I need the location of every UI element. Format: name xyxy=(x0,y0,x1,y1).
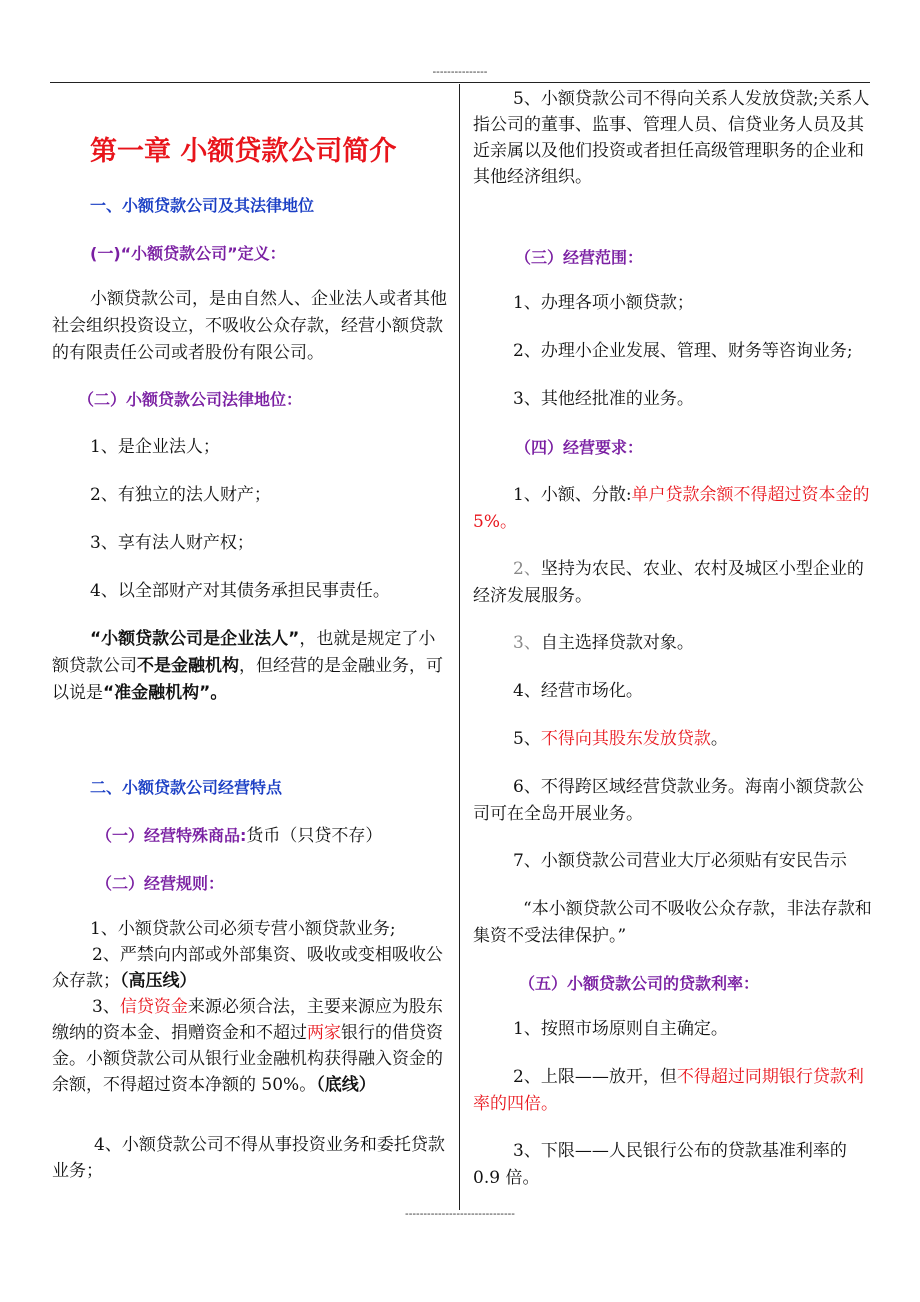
explain-text-4: ，但经营的是金融业务，可以说是 xyxy=(52,656,443,703)
interest-rate-subtitle: （五）小额贷款公司的贷款利率： xyxy=(519,974,760,993)
legal-explanation xyxy=(52,626,448,707)
requirement-1 xyxy=(473,482,873,536)
requirement-6: 6、不得跨区域经营贷款业务。海南小额贷款公司可在全岛开展业务。 xyxy=(473,777,864,824)
rule-3-d: 两家 xyxy=(307,1023,341,1043)
requirement-4: 4、经营市场化。 xyxy=(513,681,643,701)
rate-rule-3: 3、下限——人民银行公布的贷款基准利率的 0.9 倍。 xyxy=(473,1141,847,1188)
requirement-3-num: 3、 xyxy=(513,633,541,653)
rule-2-tag: （高压线） xyxy=(120,971,197,991)
rate-rule-2 xyxy=(473,1064,873,1118)
requirement-3 xyxy=(513,630,913,657)
rule-2-text: 2、严禁向内部或外部集资、吸收或变相吸收公众存款； xyxy=(52,945,443,991)
requirement-5-num: 5、 xyxy=(513,729,541,749)
scope-subtitle: （三）经营范围： xyxy=(515,248,644,267)
special-goods-subtitle: （一）经营特殊商品: xyxy=(96,826,247,845)
scope-item-1: 1、办理各项小额贷款； xyxy=(513,293,694,313)
requirement-1-label: 1、小额、分散: xyxy=(513,485,632,505)
rule-2 xyxy=(52,942,448,994)
status-item-1: 1、是企业法人； xyxy=(90,437,220,457)
rules-subtitle: （二）经营规则： xyxy=(96,874,225,893)
status-item-4: 4、以全部财产对其债务承担民事责任。 xyxy=(90,581,390,601)
public-notice: “本小额贷款公司不吸收公众存款，非法存款和集资不受法律保护。” xyxy=(473,899,872,946)
rule-3-b: 信贷资金 xyxy=(119,997,188,1017)
rule-4: 4、小额贷款公司不得从事投资业务和委托贷款业务； xyxy=(52,1135,445,1181)
rule-3 xyxy=(52,994,448,1098)
requirement-5 xyxy=(513,726,913,753)
special-goods-line xyxy=(96,822,492,850)
requirement-2-num: 2、 xyxy=(513,559,541,579)
definition-subtitle: (一)“小额贷款公司”定义： xyxy=(90,244,286,263)
rule-3-f: （底线） xyxy=(316,1075,376,1095)
rate-rule-1: 1、按照市场原则自主确定。 xyxy=(513,1019,728,1039)
definition-text: 小额贷款公司，是由自然人、企业法人或者其他社会组织投资设立，不吸收公众存款，经营小额贷款的有限责任公司或者股份有限公司。 xyxy=(52,289,447,363)
header-rule xyxy=(50,82,870,83)
chapter-title: 第一章 小额贷款公司简介 xyxy=(90,136,397,167)
scope-item-2: 2、办理小企业发展、管理、财务等咨询业务; xyxy=(513,341,853,361)
header-dashes: --------------- xyxy=(432,66,488,78)
status-item-2: 2、有独立的法人财产； xyxy=(90,485,271,505)
rate-rule-2-text: 2、上限——放开，但 xyxy=(513,1067,677,1087)
status-item-3: 3、享有法人财产权； xyxy=(90,533,254,553)
footer-dashes: ------------------------------ xyxy=(405,1208,515,1220)
scope-item-3: 3、其他经批准的业务。 xyxy=(513,389,694,409)
special-goods-value: 货币（只贷不存） xyxy=(246,826,383,846)
explain-bold-3: 不是金融机构 xyxy=(137,656,239,676)
section1-title: 一、小额贷款公司及其法律地位 xyxy=(90,196,315,215)
requirement-3-text: 自主选择贷款对象。 xyxy=(540,633,694,653)
requirement-5-text: 不得向其股东发放贷款 xyxy=(540,729,711,749)
legal-status-subtitle: （二）小额贷款公司法律地位： xyxy=(78,390,303,409)
requirement-7: 7、小额贷款公司营业大厅必须贴有安民告示 xyxy=(513,851,847,871)
rule-3-e: 银行的借贷资金。小额贷款公司从银行业金融机构获得融入资金的余额，不得超过资本净额的 50%。 xyxy=(52,1023,443,1095)
requirement-2 xyxy=(473,556,873,610)
rate-rule-2-limit: 不得超过同期银行贷款利率的四倍。 xyxy=(473,1067,864,1114)
explain-text-2: ，也就是规定了小额贷款公司 xyxy=(52,629,436,676)
explain-bold-1: “小额贷款公司是企业法人” xyxy=(90,629,300,649)
explain-bold-5: “准金融机构”。 xyxy=(103,683,228,703)
rule-1: 1、小额贷款公司必须专营小额贷款业务; xyxy=(90,919,396,939)
rule-3-c: 来源必须合法，主要来源应为股东缴纳的资本金、捐赠资金和不超过 xyxy=(52,997,443,1043)
requirements-subtitle: （四）经营要求： xyxy=(515,438,644,457)
requirement-5-end: 。 xyxy=(710,729,728,749)
section2-title: 二、小额贷款公司经营特点 xyxy=(90,778,283,797)
rule-3-a: 3、 xyxy=(92,997,120,1017)
rule-5: 5、小额贷款公司不得向关系人发放贷款;关系人指公司的董事、监事、管理人员、信贷业务人员及其近亲属以及他们投资或者担任高级管理职务的企业和其他经济组织。 xyxy=(473,89,870,187)
requirement-2-text: 坚持为农民、农业、农村及城区小型企业的经济发展服务。 xyxy=(473,559,864,606)
requirement-1-rule: 单户贷款余额不得超过资本金的 5%。 xyxy=(473,485,870,532)
